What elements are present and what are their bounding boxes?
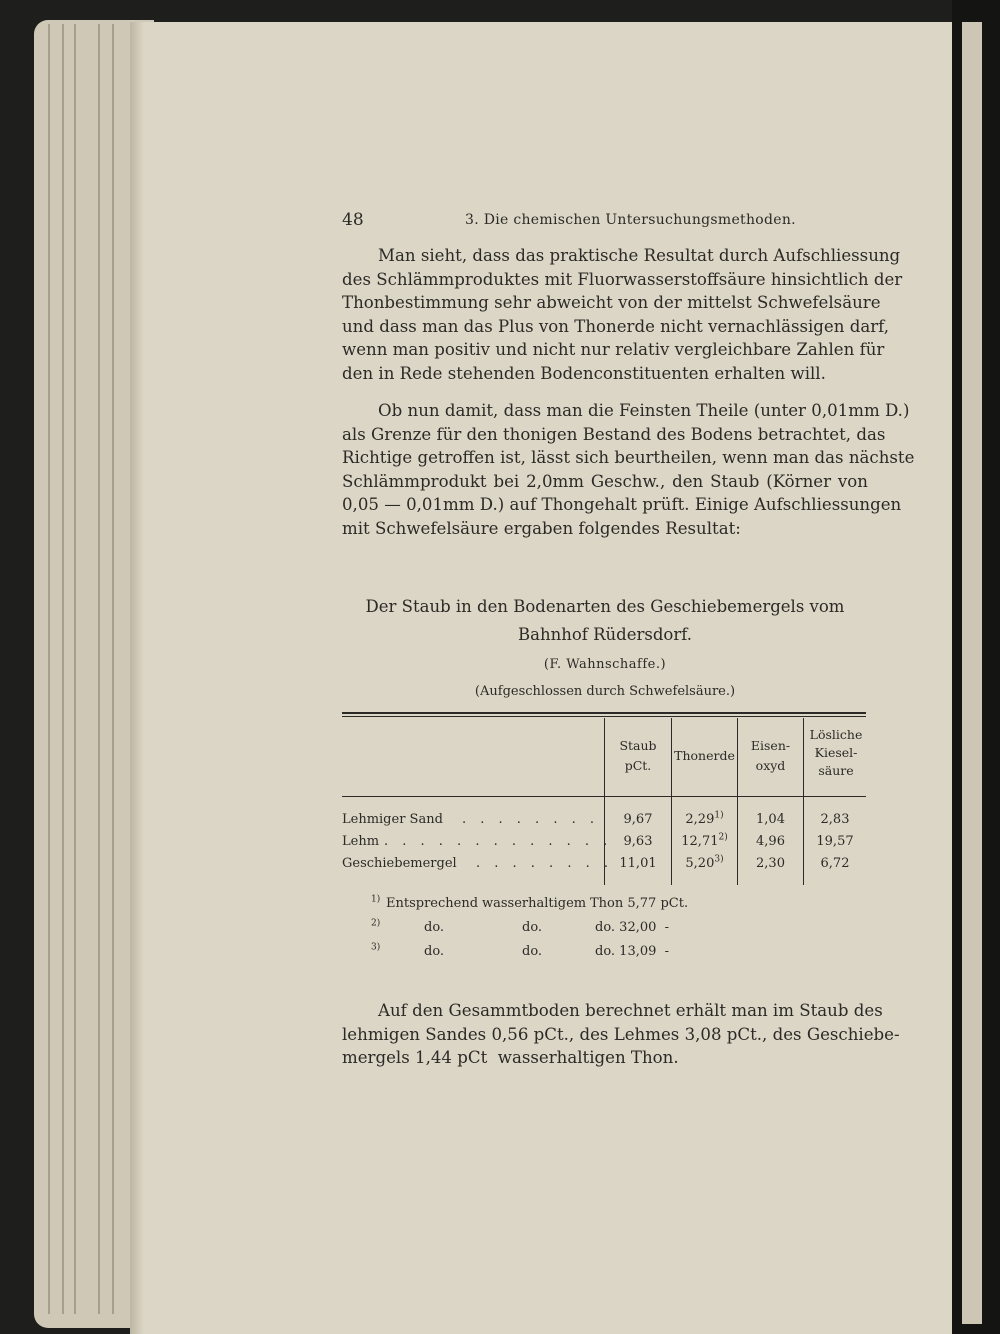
row-label: Lehm	[342, 834, 380, 849]
footnote-text: do.	[424, 920, 445, 935]
column-header-eisenoxyd: Eisen- oxyd	[750, 738, 791, 773]
leader-dots: . . . . . . . .	[476, 856, 613, 871]
cell-kieselsaeure: 6,72	[820, 856, 850, 871]
column-header-thonerde: Thonerde	[674, 748, 735, 763]
text-line: des Schlämmproduktes mit Fluorwasserstoffsäure hinsichtlich der	[342, 269, 903, 289]
cell-kieselsaeure: 2,83	[820, 812, 850, 827]
footnote-text: Entsprechend	[386, 896, 479, 911]
cell-thonerde: 2,29$^{1)}$	[685, 810, 724, 827]
footnote-text: do. 13,09 -	[595, 944, 670, 959]
text-line: lehmigen Sandes 0,56 pCt., des Lehmes 3,08 pCt., des Geschiebe-	[342, 1024, 900, 1044]
cell-staub: 9,67	[623, 812, 653, 827]
page-edge-line	[48, 24, 50, 1314]
page-edge-line	[62, 24, 64, 1314]
footnote-mark: 3)	[371, 942, 381, 953]
paragraph-2	[342, 399, 915, 541]
running-title: 3. Die chemischen Untersuchungsmethoden.	[465, 212, 796, 228]
page-gutter	[130, 22, 144, 1334]
cell-staub: 9,63	[623, 834, 653, 849]
page-edge-line	[74, 24, 76, 1314]
footnote-text: wasserhaltigem	[482, 896, 587, 911]
footnote-mark: 1)	[371, 894, 381, 905]
text-line: Richtige getroffen ist, lässt sich beurtheilen, wenn man das nächste	[342, 448, 915, 468]
text-line: den in Rede stehenden Bodenconstituenten erhalten will.	[342, 363, 826, 383]
table-title-line-1: Der Staub in den Bodenarten des Geschiebemergels vom	[365, 597, 845, 616]
row-label: Lehmiger Sand	[342, 812, 443, 827]
cell-thonerde: 5,20$^{3)}$	[685, 854, 724, 871]
table-note: (Aufgeschlossen durch Schwefelsäure.)	[474, 684, 736, 699]
footnote-text: do. 32,00 -	[595, 920, 670, 935]
table-title-line-2: Bahnhof Rüdersdorf.	[517, 625, 692, 644]
table-top-rule	[342, 712, 866, 714]
footnote-text: do.	[522, 944, 543, 959]
text-line: Auf den Gesammtboden berechnet erhält man im Staub des	[378, 1001, 883, 1020]
cell-eisenoxyd: 1,04	[756, 812, 785, 827]
cell-eisenoxyd: 2,30	[756, 856, 785, 871]
facing-page-edge	[962, 22, 982, 1324]
text-line: als Grenze für den thonigen Bestand des Bodens betrachtet, das	[342, 424, 886, 444]
cell-eisenoxyd: 4,96	[756, 834, 785, 849]
text-line: 0,05 — 0,01mm D.) auf Thongehalt prüft. Einige Aufschliessungen	[342, 495, 902, 515]
table-author: (F. Wahnschaffe.)	[543, 657, 667, 672]
page-edge-line	[112, 24, 114, 1314]
page-edge-line	[98, 24, 100, 1314]
cell-staub: 11,01	[619, 856, 657, 871]
cell-kieselsaeure: 19,57	[816, 834, 854, 849]
row-label: Geschiebemergel	[342, 856, 457, 871]
column-header-staub: Staub pCt.	[619, 738, 657, 773]
page-number: 48	[342, 210, 364, 230]
text-line: mergels 1,44 pCt wasserhaltigen Thon.	[342, 1048, 679, 1068]
cell-thonerde: 12,71$^{2)}$	[681, 832, 728, 849]
footnote-text: do.	[424, 944, 445, 959]
text-line: Ob nun damit, dass man die Feinsten Theile (unter 0,01mm D.)	[378, 401, 910, 420]
paragraph-1	[342, 244, 903, 386]
text-line: Thonbestimmung sehr abweicht von der mittelst Schwefelsäure	[342, 293, 881, 313]
text-line: Schlämmprodukt bei 2,0mm Geschw., den Staub (Körner von	[342, 471, 868, 491]
leader-dots: . . . . . . . .	[462, 812, 599, 827]
column-header-loesliche-kieselsaeure: Lösliche Kiesel- säure	[809, 727, 863, 778]
footnote-text: Thon 5,77 pCt.	[590, 896, 689, 911]
text-line: wenn man positiv und nicht nur relativ vergleichbare Zahlen für	[342, 340, 885, 360]
footnote-text: do.	[522, 920, 543, 935]
paragraph-3	[342, 999, 900, 1070]
leader-dots: . . . . . . . . . . . . .	[384, 834, 613, 849]
text-line: Man sieht, dass das praktische Resultat durch Aufschliessung	[378, 246, 901, 265]
footnote-mark: 2)	[371, 918, 381, 929]
text-line: und dass man das Plus von Thonerde nicht vernachlässigen darf,	[342, 316, 889, 336]
table-top-rule-thin	[342, 716, 866, 717]
text-line: mit Schwefelsäure ergaben folgendes Resultat:	[342, 518, 741, 538]
